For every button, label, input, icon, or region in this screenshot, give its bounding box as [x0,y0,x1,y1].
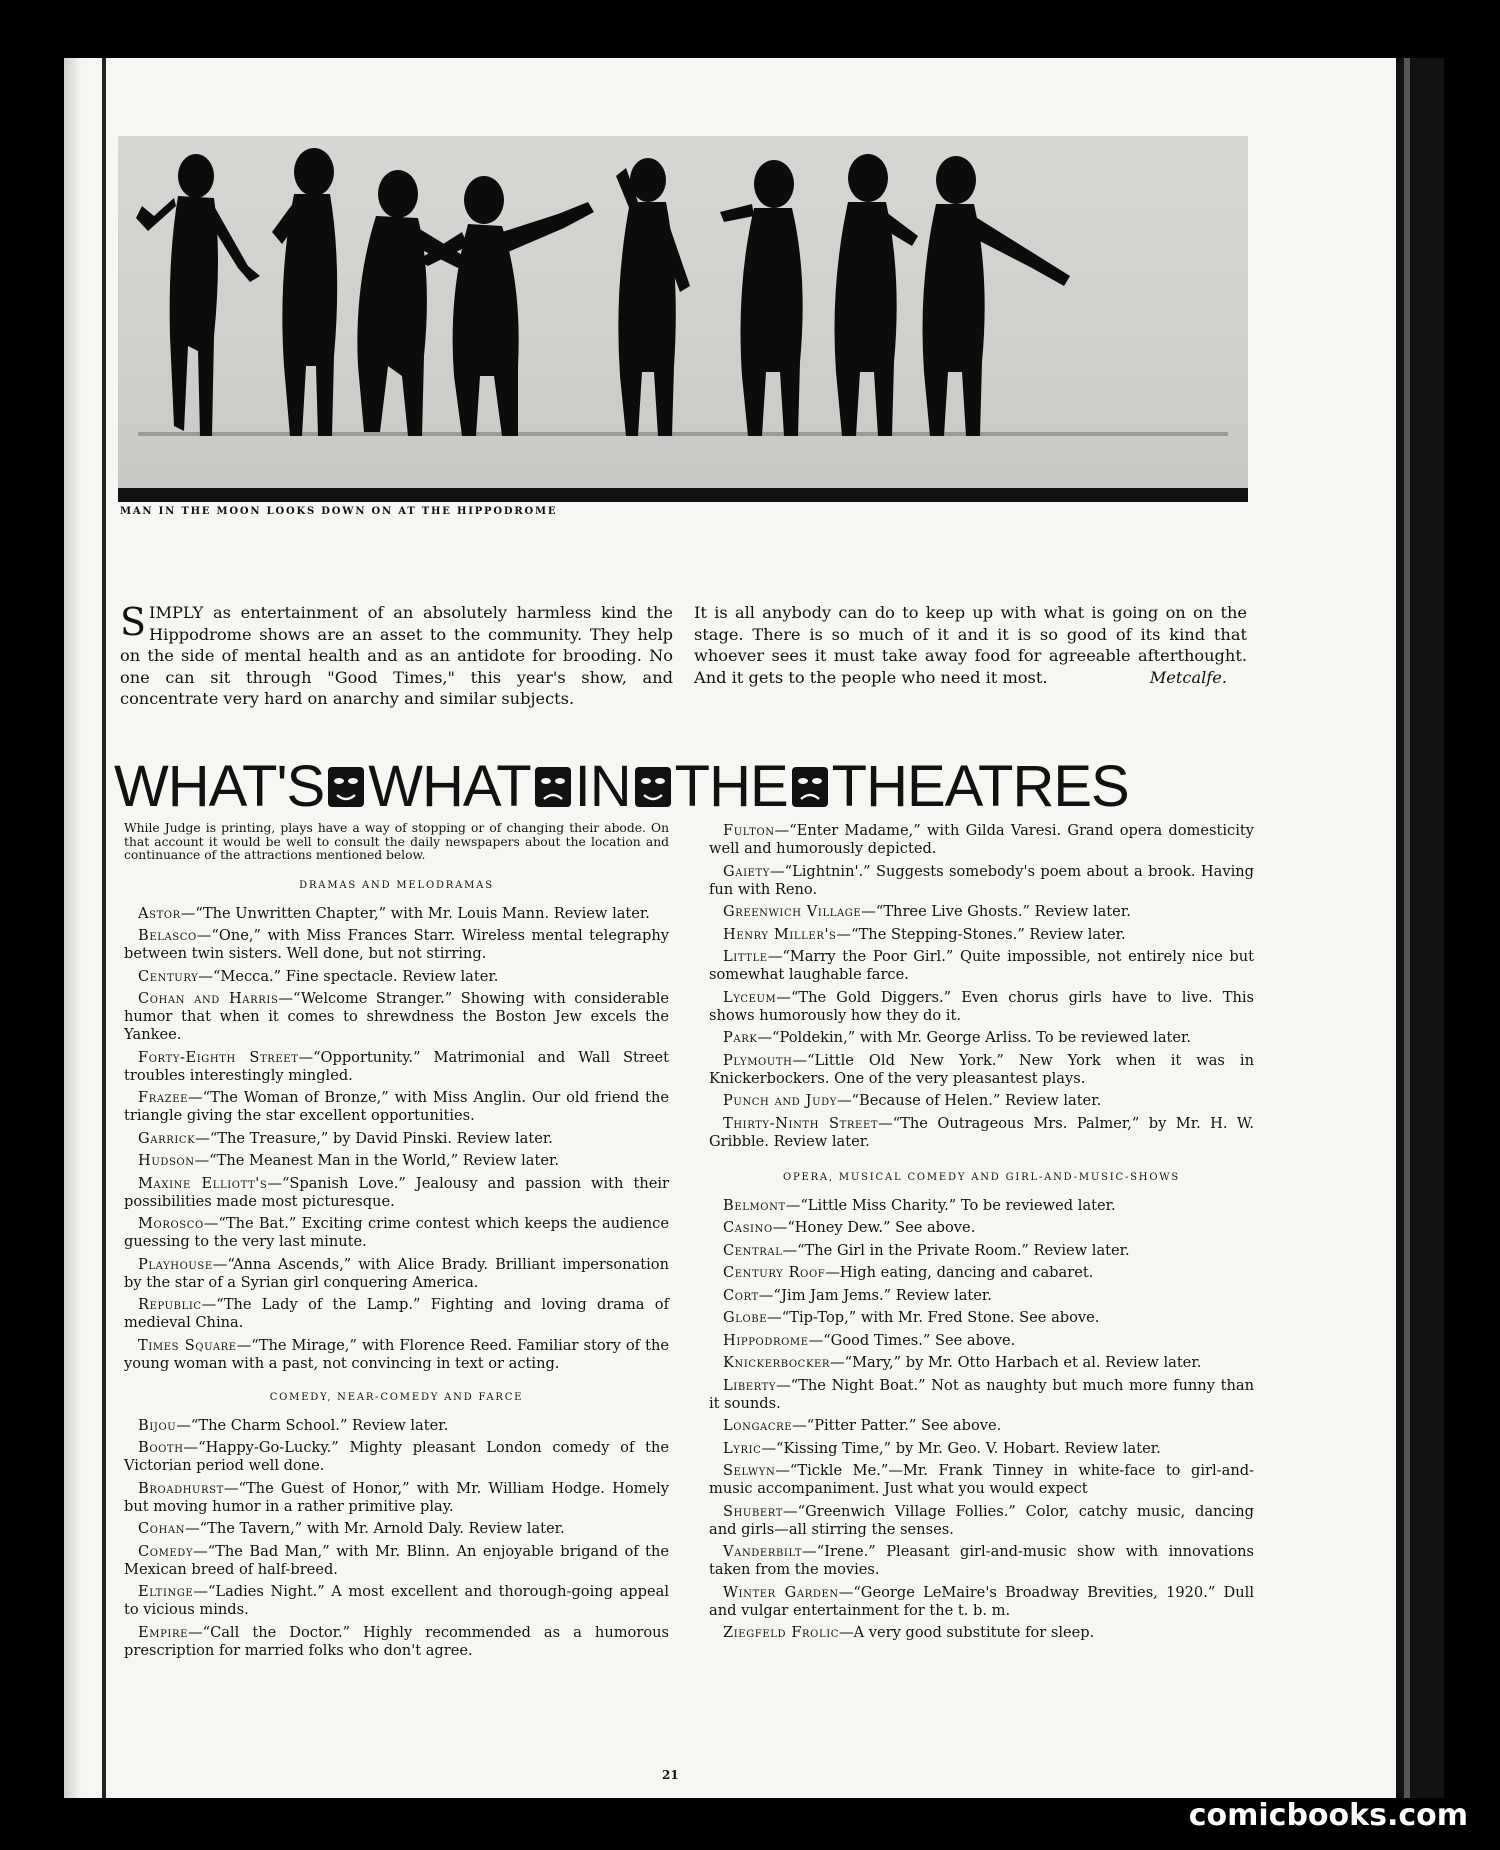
listing-entry [709,1052,1254,1088]
listing-text: —“Little Old New York.” New York when it was in Knickerbockers. One of the very pleasantest plays. [709,1051,1254,1087]
listing-entry [124,1439,669,1475]
headline-word: WHAT [368,753,531,819]
venue-name: Ziegfeld Frolic [723,1624,840,1641]
venue-name: Booth [138,1439,184,1456]
headline-word: THEATRES [831,753,1129,819]
listing-entry [709,1092,1254,1110]
intro-right-text: It is all anybody can do to keep up with what is going on on the stage. There is so much of it and it is so good of its kind that whoever sees it must take away food for agreeable afterthought. And it gets to the people who need it most. [694,603,1247,687]
listing-text: —“The Treasure,” by David Pinski. Review later. [195,1129,553,1147]
listing-entry [709,1584,1254,1620]
dramas-list [124,905,669,1373]
listing-entry [709,1029,1254,1047]
venue-name: Plymouth [723,1051,793,1069]
venue-name: Little [723,948,768,965]
listing-entry [709,863,1254,899]
listing-entry [709,1219,1254,1237]
listing-entry [709,1242,1254,1260]
listings-column-left [124,822,669,1664]
venue-name: Forty-Eighth Street [138,1048,299,1066]
venue-name: Central [723,1241,783,1259]
listing-text: —“Welcome Stranger.” Showing with considerable humor that when it comes to shrewdness the Boston Jew excels the Yankee. [124,990,670,1043]
venue-name: Empire [138,1623,189,1641]
opera-list [709,1197,1254,1643]
venue-name: Casino [723,1219,773,1236]
venue-name: Bijou [138,1416,177,1434]
venue-name: Liberty [723,1376,777,1394]
listing-text: —“One,” with Miss Frances Starr. Wireless mental telegraphy between twin sisters. Well done, but not stirring. [124,927,669,962]
venue-name: Garrick [138,1129,196,1147]
listing-text: —“Three Live Ghosts.” Review later. [861,903,1131,920]
listing-text: —“Opportunity.” Matrimonial and Wall Street troubles interestingly mingled. [124,1048,669,1084]
venue-name: Globe [723,1309,768,1326]
listings-column-right [709,822,1254,1647]
venue-name: Playhouse [138,1255,213,1273]
venue-name: Astor [138,904,181,922]
listing-text: —“Irene.” Pleasant girl-and-music show with innovations taken from the movies. [709,1543,1254,1578]
listing-text: —“The Bad Man,” with Mr. Blinn. An enjoyable brigand of the Mexican breed of half-breed. [124,1542,669,1578]
spine-line [102,58,106,1798]
listing-entry [124,927,669,963]
listing-text: —“Poldekin,” with Mr. George Arliss. To be reviewed later. [757,1029,1192,1046]
listing-text: —“The Night Boat.” Not as naughty but much more funny than it sounds. [709,1376,1254,1412]
listing-text: —“Good Times.” See above. [808,1331,1016,1349]
listing-text: —“Ladies Night.” A most excellent and thorough-going appeal to vicious minds. [124,1583,669,1618]
section-headline [114,752,1254,819]
listing-entry [709,1115,1254,1151]
theatre-mask-icon [533,763,573,811]
listing-text: —“The Stepping-Stones.” Review later. [836,925,1126,943]
intro-left-text: IMPLY as entertainment of an absolutely harmless kind the Hippodrome shows are an asset to the community. They help on the side of mental health and as an antidote for brooding. No one can sit through "Good Times," this year's show, and concentrate very hard on anarchy and similar subjects. [120,603,673,708]
theatre-mask-icon [326,763,366,811]
venue-name: Morosco [138,1215,204,1232]
photo-caption: MAN IN THE MOON LOOKS DOWN ON AT THE HIPPODROME [120,506,558,517]
listing-text: —“The Lady of the Lamp.” Fighting and loving drama of medieval China. [124,1296,669,1331]
venue-name: Belmont [723,1196,786,1214]
venue-name: Lyceum [723,988,777,1006]
listing-text: —“The Outrageous Mrs. Palmer,” by Mr. H. W. Gribble. Review later. [709,1114,1255,1150]
listing-entry [709,989,1254,1025]
listing-text: —“Call the Doctor.” Highly recommended as a humorous prescription for married folks who don't agree. [124,1623,669,1659]
venue-name: Century Roof [723,1264,826,1281]
listing-entry [709,1503,1254,1539]
listing-text: —“Greenwich Village Follies.” Color, catchy music, dancing and girls—all stirring the senses. [709,1502,1254,1538]
listing-entry [124,1417,669,1435]
listing-text: —“Because of Helen.” Review later. [836,1092,1102,1109]
listing-entry [124,1152,669,1170]
listing-entry [124,1130,669,1148]
page-edge [1396,58,1444,1798]
author-signature: Metcalfe. [1149,668,1227,687]
theatre-mask-icon [633,763,673,811]
listing-text: —A very good substitute for sleep. [839,1624,1095,1641]
listing-entry [124,905,669,923]
listing-text: —“The Bat.” Exciting crime contest which keeps the audience guessing to the very last minute. [124,1215,669,1250]
listing-entry [709,1543,1254,1579]
venue-name: Cohan [138,1520,186,1537]
listing-entry [709,1462,1254,1498]
listing-text: —“The Tavern,” with Mr. Arnold Daly. Review later. [185,1520,565,1537]
listing-entry [124,968,669,986]
venue-name: Times Square [138,1336,237,1354]
listing-entry [709,903,1254,921]
intro-paragraph-right [694,602,1247,689]
listing-text: —“Enter Madame,” with Gilda Varesi. Grand opera domesticity well and humorously depicted. [709,822,1254,857]
listing-text: —“Lightnin'.” Suggests somebody's poem about a brook. Having fun with Reno. [709,862,1254,898]
listing-text: —“The Unwritten Chapter,” with Mr. Louis Mann. Review later. [180,904,650,922]
listing-text: —“The Charm School.” Review later. [176,1416,449,1434]
listing-text: —“Kissing Time,” by Mr. Geo. V. Hobart. Review later. [761,1439,1161,1457]
venue-name: Thirty-Ninth Street [723,1114,879,1132]
listing-entry [124,1215,669,1251]
listing-entry [124,1480,669,1516]
listing-text: —“Pitter Patter.” See above. [792,1417,1002,1434]
listing-text: —“Spanish Love.” Jealousy and passion with their possibilities made most picturesque. [124,1174,669,1210]
listing-entry [124,1296,669,1332]
listing-text: —“Mecca.” Fine spectacle. Review later. [198,967,499,985]
section-title-opera: OPERA, MUSICAL COMEDY AND GIRL-AND-MUSIC-SHOWS [782,1171,1181,1183]
listing-entry [709,926,1254,944]
venue-name: Vanderbilt [723,1543,803,1560]
venue-name: Longacre [723,1417,793,1434]
intro-paragraph-left [120,602,673,710]
section-title-comedy: COMEDY, NEAR-COMEDY AND FARCE [269,1391,524,1403]
venue-name: Winter Garden [723,1583,839,1601]
more-dramas-list [709,822,1254,1151]
listing-text: —“Mary,” by Mr. Otto Harbach et al. Review later. [830,1354,1202,1371]
listing-entry [124,1049,669,1085]
listing-text: —“The Gold Diggers.” Even chorus girls have to live. This shows humorously how they do it. [709,988,1254,1024]
listing-entry [709,1287,1254,1305]
venue-name: Broadhurst [138,1479,224,1497]
headline-word: IN [574,753,631,819]
venue-name: Greenwich Village [723,903,862,920]
listing-text: —“The Mirage,” with Florence Reed. Familiar story of the young woman with a past, not convincing in text or acting. [124,1336,670,1372]
listing-entry [709,1309,1254,1327]
listing-text: —“The Meanest Man in the World,” Review later. [194,1152,559,1169]
listing-entry [124,1624,669,1660]
venue-name: Century [138,967,199,985]
listing-entry [124,1089,669,1125]
listing-entry [124,1175,669,1211]
listing-text: —“Jim Jam Jems.” Review later. [758,1286,992,1304]
venue-name: Hudson [138,1152,195,1169]
venue-name: Henry Miller's [723,925,837,943]
venue-name: Gaiety [723,862,771,880]
dancers-silhouette-graphic [118,136,1248,488]
listing-text: —High eating, dancing and cabaret. [825,1264,1094,1281]
listing-entry [709,1354,1254,1372]
page-number: 21 [662,1768,679,1782]
venue-name: Selwyn [723,1462,776,1479]
headline-word: WHAT'S [114,753,325,819]
dancers-silhouette-photo [118,136,1248,502]
venue-name: Cort [723,1286,759,1304]
venue-name: Belasco [138,927,197,944]
venue-name: Maxine Elliott's [138,1174,268,1192]
watermark: comicbooks.com [1188,1798,1468,1833]
venue-name: Republic [138,1296,202,1313]
listing-text: —“Happy-Go-Lucky.” Mighty pleasant London comedy of the Victorian period well done. [124,1439,669,1474]
listing-entry [124,1583,669,1619]
listing-text: —“The Girl in the Private Room.” Review later. [782,1241,1130,1259]
venue-name: Lyric [723,1439,762,1457]
listing-text: —“Tickle Me.”—Mr. Frank Tinney in white-face to girl-and-music accompaniment. Just what you would expect [709,1462,1254,1497]
listing-text: —“George LeMaire's Broadway Brevities, 1920.” Dull and vulgar entertainment for the t. b. m. [709,1583,1254,1619]
listing-entry [124,1256,669,1292]
listing-entry [709,822,1254,858]
drop-cap: S [120,600,147,644]
listing-text: —“The Woman of Bronze,” with Miss Anglin. Our old friend the triangle giving the star excellent opportunities. [124,1089,669,1124]
listing-text: —“Honey Dew.” See above. [772,1219,976,1236]
listing-entry [709,1264,1254,1282]
listing-entry [709,1417,1254,1435]
listing-text: —“The Guest of Honor,” with Mr. William Hodge. Homely but moving humor in a rather primitive play. [124,1479,669,1515]
venue-name: Comedy [138,1542,194,1560]
headline-word: THE [674,753,788,819]
listing-entry [124,990,669,1044]
listing-text: —“Marry the Poor Girl.” Quite impossible, not entirely nice but somewhat laughable farce. [709,948,1254,983]
venue-name: Knickerbocker [723,1354,831,1371]
listing-entry [709,948,1254,984]
listing-entry [709,1440,1254,1458]
listing-entry [124,1520,669,1538]
listing-entry [709,1624,1254,1642]
listing-entry [124,1543,669,1579]
listing-entry [709,1377,1254,1413]
listing-text: —“Little Miss Charity.” To be reviewed later. [785,1196,1116,1214]
venue-name: Shubert [723,1502,784,1520]
venue-name: Park [723,1029,758,1046]
section-title-dramas: DRAMAS AND MELODRAMAS [299,879,494,891]
page-spine-shadow [64,58,82,1798]
listing-entry [709,1197,1254,1215]
venue-name: Hippodrome [723,1331,809,1349]
listing-text: —“Tip-Top,” with Mr. Fred Stone. See above. [767,1309,1100,1326]
venue-name: Punch and Judy [723,1092,837,1109]
comedy-list [124,1417,669,1660]
venue-name: Frazee [138,1089,189,1106]
theatre-mask-icon [790,763,830,811]
venue-name: Cohan and Harris [138,990,279,1007]
venue-name: Eltinge [138,1583,194,1600]
listing-entry [124,1337,669,1373]
venue-name: Fulton [723,822,775,839]
listing-text: —“Anna Ascends,” with Alice Brady. Brilliant impersonation by the star of a Syrian girl conquering America. [124,1255,669,1291]
listing-entry [709,1332,1254,1350]
editor-note: While Judge is printing, plays have a way of stopping or of changing their abode. On that account it would be well to consult the daily newspapers about the location and continuance of the attractions mentioned below. [124,821,669,862]
